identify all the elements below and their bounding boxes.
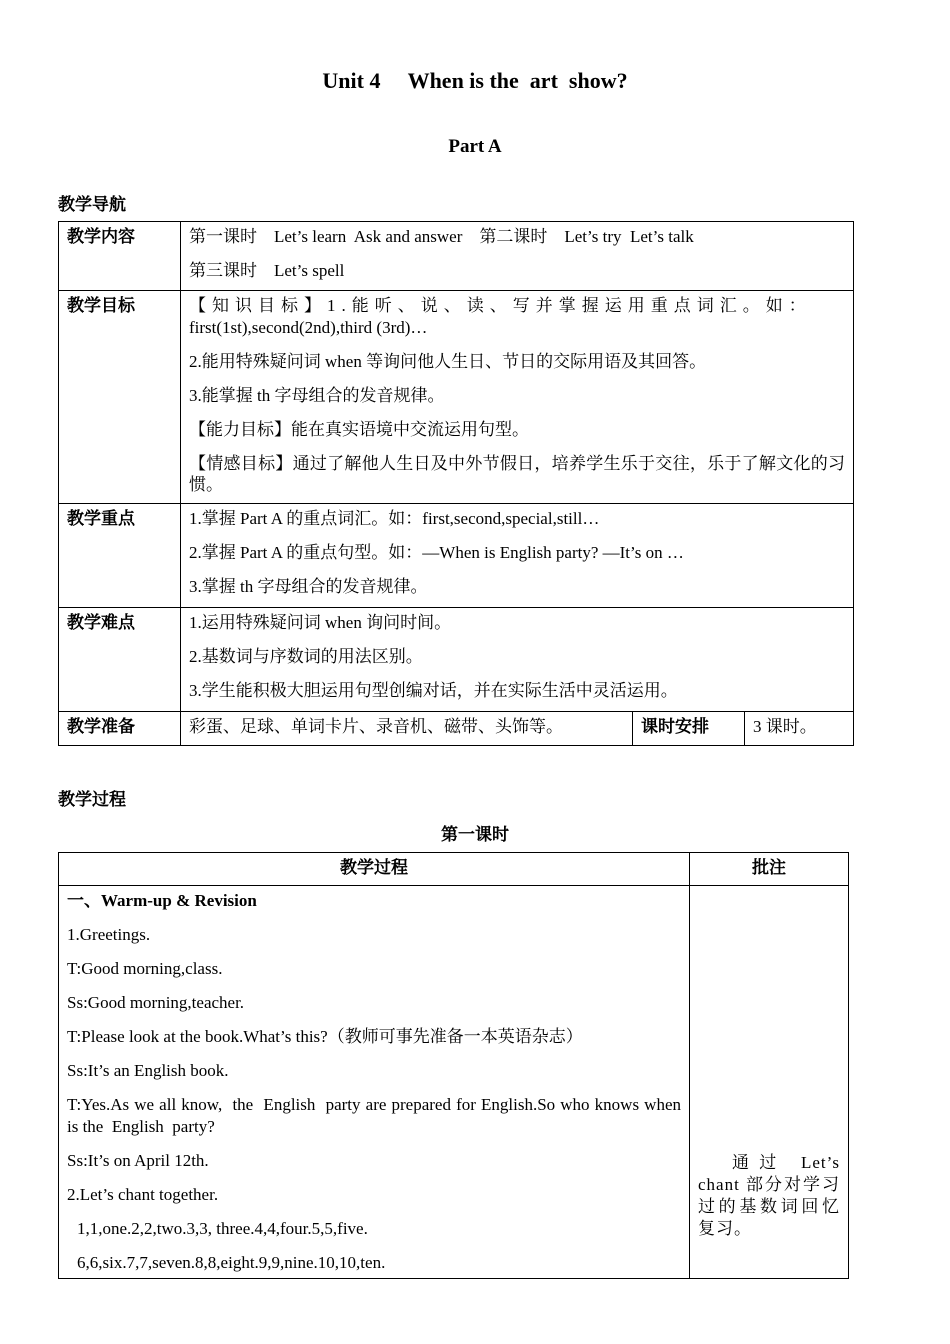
difficulty-2: 2.基数词与序数词的用法区别。 — [189, 647, 423, 666]
content-line-2: 第三课时 Let’s spell — [189, 261, 345, 280]
ability-goal: 【能力目标】能在真实语境中交流运用句型。 — [189, 420, 529, 439]
process-header-row — [59, 853, 849, 886]
content-label: 教学内容 — [59, 222, 181, 291]
schedule-label: 课时安排 — [633, 712, 745, 746]
difficulty-3: 3.学生能积极大胆运用句型创编对话，并在实际生活中灵活运用。 — [189, 681, 678, 700]
process-body-row — [59, 886, 849, 1279]
lesson-1-label: 第一课时 — [441, 825, 509, 844]
goal-item-2: 2.能用特殊疑问词 when 等询问他人生日、节日的交际用语及其回答。 — [189, 352, 707, 371]
notes-column-header: 批注 — [690, 853, 849, 886]
nav-section-label: 教学导航 — [58, 195, 126, 214]
prep-value: 彩蛋、足球、单词卡片、录音机、磁带、头饰等。 — [181, 712, 633, 746]
notes-content — [690, 886, 849, 1279]
key-point-3: 3.掌握 th 字母组合的发音规律。 — [189, 577, 428, 596]
difficulty-1: 1.运用特殊疑问词 when 询问时间。 — [189, 613, 452, 632]
key-point-1: 1.掌握 Part A 的重点词汇。如：first,second,special,still… — [189, 509, 600, 528]
teaching-process-table — [58, 852, 849, 1279]
chant-line: 1,1,one.2,2,two.3,3, three.4,4,four.5,5,five. — [77, 1219, 368, 1238]
process-line: T:Yes.As we all know, the English party are prepared for English.So who knows when is the English party? — [67, 1095, 686, 1136]
process-line: T:Good morning,class. — [67, 959, 223, 978]
knowledge-goal-b: first(1st),second(2nd),third (3rd)… — [189, 318, 428, 337]
nav-row-key-points — [59, 504, 854, 608]
goal-item-3: 3.能掌握 th 字母组合的发音规律。 — [189, 386, 445, 405]
warmup-heading: 一、Warm-up & Revision — [67, 891, 257, 910]
content-value — [181, 222, 854, 291]
content-line-1: 第一课时 Let’s learn Ask and answer 第二课时 Let’s try Let’s talk — [189, 227, 694, 246]
key-points-value — [181, 504, 854, 608]
process-line: Ss:Good morning,teacher. — [67, 993, 245, 1012]
process-line: 1.Greetings. — [67, 925, 151, 944]
process-section-label: 教学过程 — [58, 790, 126, 809]
nav-row-goals — [59, 291, 854, 504]
process-content — [59, 886, 690, 1279]
nav-row-difficulties — [59, 608, 854, 712]
key-points-label: 教学重点 — [59, 504, 181, 608]
difficulties-value — [181, 608, 854, 712]
process-line: Ss:It’s on April 12th. — [67, 1151, 209, 1170]
nav-row-prep — [59, 712, 854, 746]
nav-row-content — [59, 222, 854, 291]
part-title: Part A — [448, 136, 502, 157]
goals-value — [181, 291, 854, 504]
note-text: 通过 Let’s chant 部分对学习过的基数词回忆复习。 — [698, 1153, 840, 1238]
chant-line: 6,6,six.7,7,seven.8,8,eight.9,9,nine.10,10,ten. — [77, 1253, 386, 1272]
process-column-header: 教学过程 — [59, 853, 690, 886]
emotion-goal: 【情感目标】通过了解他人生日及中外节假日，培养学生乐于交往，乐于了解文化的习惯。 — [189, 454, 846, 494]
goals-label: 教学目标 — [59, 291, 181, 504]
difficulties-label: 教学难点 — [59, 608, 181, 712]
document-title: Unit 4 When is the art show? — [322, 68, 628, 93]
schedule-value: 3 课时。 — [745, 712, 854, 746]
teaching-nav-table — [58, 221, 854, 746]
prep-label: 教学准备 — [59, 712, 181, 746]
process-line: 2.Let’s chant together. — [67, 1185, 219, 1204]
process-line: Ss:It’s an English book. — [67, 1061, 229, 1080]
knowledge-goal-a: 【知识目标】1.能听、说、读、写并掌握运用重点词汇。如： — [189, 296, 812, 315]
key-point-2: 2.掌握 Part A 的重点句型。如：—When is English party? —It’s on … — [189, 543, 684, 562]
process-line: T:Please look at the book.What’s this?（教师可事先准备一本英语杂志） — [67, 1027, 583, 1046]
